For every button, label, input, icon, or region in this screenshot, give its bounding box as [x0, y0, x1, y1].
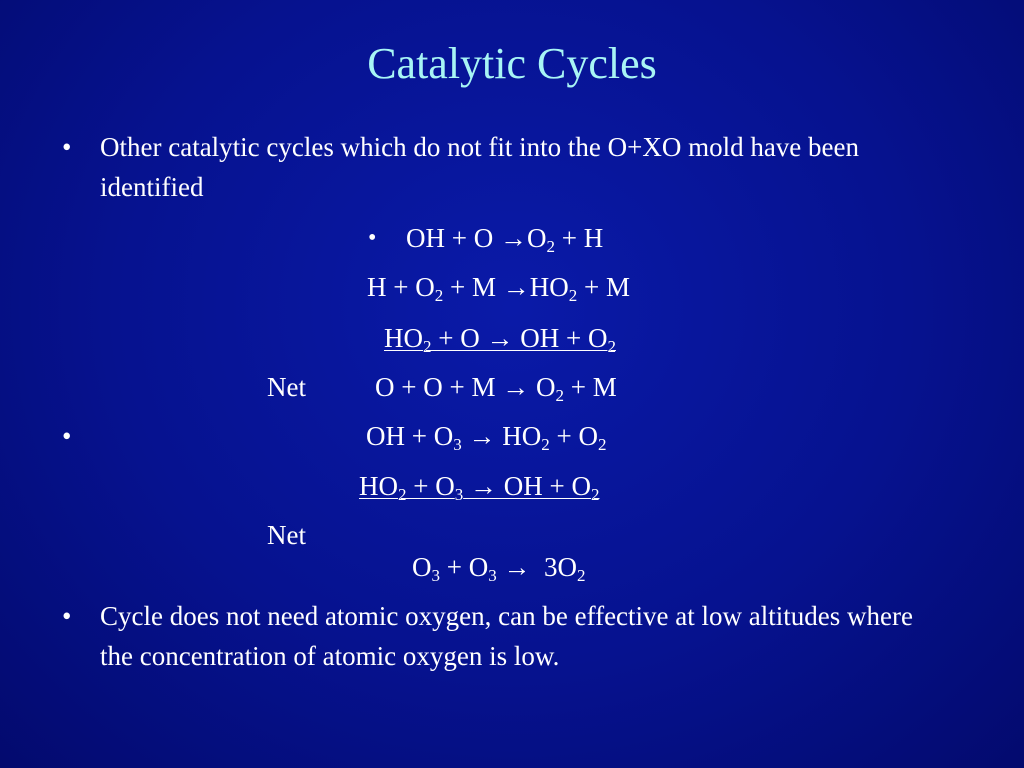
- cycle-2-reaction-1: OH + $O_3 \to HO_2 + O_2$: [366, 421, 607, 454]
- cycle-2-net-label: Net: [267, 520, 306, 550]
- bullet-1-marker: •: [62, 132, 72, 162]
- bullet-3-marker: •: [62, 601, 72, 631]
- cycle-1-net-reaction: $O + O + M \to O_2 + M$: [375, 372, 617, 405]
- slide-title: Catalytic Cycles: [367, 39, 657, 88]
- cycle-2-reaction-2: $HO_2 + O_3$ → OH + $O_2$: [359, 471, 600, 504]
- cycle-1-reaction-1: OH + $O \to O_2 + H$: [406, 223, 604, 256]
- bullet-2-marker: •: [62, 421, 72, 451]
- cycle-1-net-label: Net: [267, 372, 306, 402]
- cycle-2-net-reaction: $O_3 + O_3 \to 3O_2$: [412, 552, 586, 585]
- cycle-1-marker: •: [368, 225, 377, 251]
- bullet-3-text: Cycle does not need atomic oxygen, can be effective at low altitudes where the concentration of atomic oxygen is low.: [100, 601, 913, 671]
- bullet-1-text: Other catalytic cycles which do not fit into the O+XO mold have been identified: [100, 132, 860, 202]
- cycle-1-reaction-2: $H + O_2 + M \to HO_2 + M$: [367, 272, 630, 305]
- cycle-1-reaction-3: $HO_2 + O$ → OH + $O_2$: [384, 323, 616, 356]
